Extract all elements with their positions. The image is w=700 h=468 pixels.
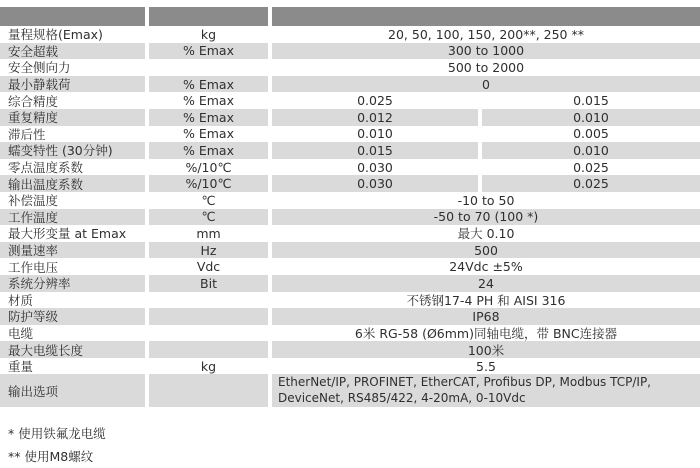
- value-cell: 不锈钢17-4 PH 和 AISI 316: [406, 292, 566, 308]
- param-name-cell: 测量速率: [0, 242, 145, 259]
- table-row: [0, 43, 700, 60]
- value-cell-left: 0.030: [272, 175, 478, 192]
- table-row: [0, 358, 700, 375]
- footnote-2: ** 使用M8螺纹: [8, 449, 94, 465]
- value-cell: 300 to 1000: [272, 43, 700, 60]
- value-cell-left: 0.025: [357, 93, 393, 109]
- param-name-cell: 重量: [8, 359, 34, 375]
- table-row: [0, 292, 700, 309]
- param-name-cell: 电缆: [8, 325, 34, 341]
- unit-cell: ℃: [149, 209, 268, 226]
- param-name-cell: 零点温度系数: [8, 160, 84, 176]
- table-header: [0, 7, 700, 26]
- param-name-cell: 最大电缆长度: [0, 341, 145, 358]
- table-row: [0, 26, 700, 43]
- table-row: [0, 109, 700, 126]
- value-cell: 20, 50, 100, 150, 200**, 250 **: [388, 26, 584, 42]
- footnote-1: * 使用铁氟龙电缆: [8, 426, 106, 442]
- param-name-cell: 材质: [8, 292, 34, 308]
- param-name-cell: 重复精度: [0, 109, 145, 126]
- table-row: [0, 225, 700, 242]
- unit-cell: [149, 308, 268, 325]
- table-row: [0, 92, 700, 109]
- value-cell: 24Vdc ±5%: [449, 259, 523, 275]
- param-name-cell: 防护等级: [0, 308, 145, 325]
- value-cell-right: 0.025: [573, 159, 609, 175]
- table-row: [0, 308, 700, 325]
- unit-cell: % Emax: [149, 142, 268, 159]
- table-row: [0, 209, 700, 226]
- table-row: [0, 341, 700, 358]
- header-value-cell: [272, 7, 700, 26]
- table-row: [0, 126, 700, 143]
- table-row: [0, 142, 700, 159]
- unit-cell: [149, 292, 268, 309]
- table-row: [0, 258, 700, 275]
- unit-cell: % Emax: [149, 76, 268, 93]
- footnotes: [8, 422, 700, 468]
- param-name-cell: 工作电压: [8, 259, 59, 275]
- unit-cell: Bit: [149, 275, 268, 292]
- unit-cell: % Emax: [149, 43, 268, 60]
- unit-cell: kg: [200, 358, 217, 374]
- unit-cell: %/10℃: [149, 175, 268, 192]
- table-row: [0, 374, 700, 407]
- unit-cell: % Emax: [183, 126, 234, 142]
- param-name-cell: 补偿温度: [8, 193, 59, 209]
- value-cell: 24: [272, 275, 700, 292]
- value-cell: 6米 RG-58 (Ø6mm)同轴电缆，带 BNC连接器: [354, 325, 618, 341]
- value-cell-right: 0.010: [482, 109, 700, 126]
- param-name-cell: 输出温度系数: [0, 175, 145, 192]
- param-name-cell: 安全侧向力: [8, 60, 71, 76]
- value-cell-right: 0.010: [482, 142, 700, 159]
- param-name-cell: 工作温度: [0, 209, 145, 226]
- param-name-cell: 量程规格(Emax): [8, 27, 103, 43]
- value-cell-left: 0.030: [357, 159, 393, 175]
- table-row: [0, 59, 700, 76]
- param-name-cell: 滞后性: [8, 126, 46, 142]
- param-name-cell: 最小静载荷: [0, 76, 145, 93]
- unit-cell: Hz: [149, 242, 268, 259]
- table-row: [0, 275, 700, 292]
- param-name-cell: 系统分辨率: [0, 275, 145, 292]
- param-name-cell: 安全超载: [0, 43, 145, 60]
- value-cell-right: 0.005: [573, 126, 609, 142]
- table-row: [0, 325, 700, 342]
- unit-cell: mm: [196, 225, 221, 241]
- value-cell-left: 0.015: [272, 142, 478, 159]
- value-cell: 500 to 2000: [447, 59, 525, 75]
- table-row: [0, 76, 700, 93]
- value-cell: -50 to 70 (100 *): [272, 209, 700, 226]
- param-name-cell: 蠕变特性 (30分钟): [0, 142, 145, 159]
- unit-cell: [149, 341, 268, 358]
- value-cell: 0: [272, 76, 700, 93]
- unit-cell: [149, 325, 268, 342]
- value-cell-right: 0.025: [482, 175, 700, 192]
- table-row: [0, 192, 700, 209]
- unit-cell: [149, 374, 268, 407]
- value-cell: 5.5: [476, 358, 496, 374]
- value-cell: EtherNet/IP, PROFINET, EtherCAT, Profibus DP, Modbus TCP/IP, DeviceNet, RS485/422, 4-20mA, 0-10Vdc: [272, 374, 700, 407]
- param-name-cell: 最大形变量 at Emax: [8, 226, 127, 242]
- value-cell-left: 0.012: [272, 109, 478, 126]
- value-cell: 100米: [272, 341, 700, 358]
- unit-cell: [149, 59, 268, 76]
- param-name-cell: 综合精度: [8, 93, 59, 109]
- unit-cell: %/10℃: [185, 159, 232, 175]
- unit-cell: ℃: [201, 192, 216, 208]
- unit-cell: kg: [200, 26, 217, 42]
- value-cell: 500: [272, 242, 700, 259]
- value-cell: -10 to 50: [457, 192, 515, 208]
- header-unit-cell: [149, 7, 268, 26]
- header-name-cell: [0, 7, 145, 26]
- value-cell: 最大 0.10: [457, 226, 515, 242]
- value-cell: IP68: [272, 308, 700, 325]
- unit-cell: % Emax: [183, 93, 234, 109]
- param-name-cell: 输出选项: [0, 374, 145, 407]
- unit-cell: % Emax: [149, 109, 268, 126]
- value-cell-left: 0.010: [357, 126, 393, 142]
- table-row: [0, 175, 700, 192]
- table-row: [0, 159, 700, 176]
- table-row: [0, 242, 700, 259]
- unit-cell: Vdc: [196, 259, 221, 275]
- value-cell-right: 0.015: [573, 93, 609, 109]
